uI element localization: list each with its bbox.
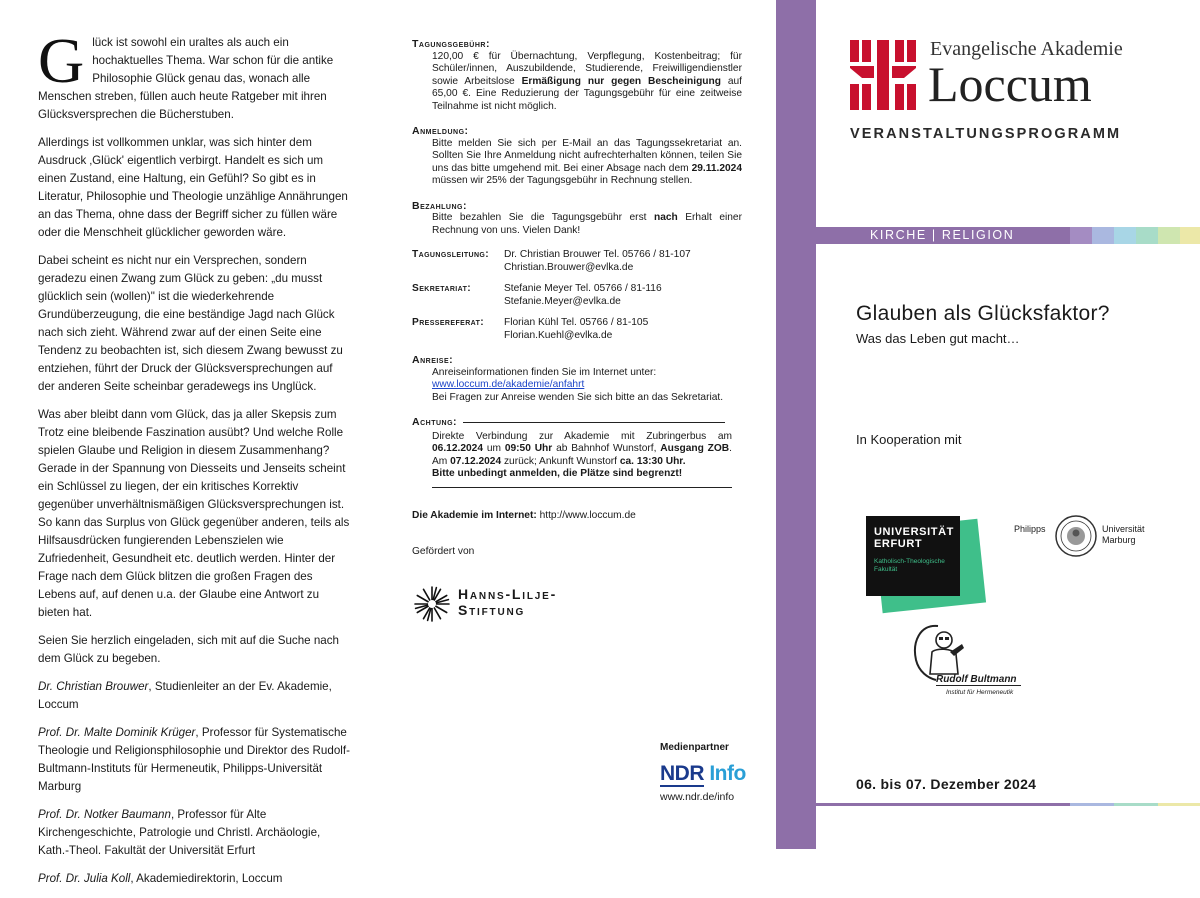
registration-heading: Anmeldung:: [412, 125, 469, 137]
info-logo-text: Info: [709, 762, 746, 785]
category-band: [816, 227, 1200, 244]
author-name: Prof. Dr. Julia Koll: [38, 872, 131, 885]
logo-subtitle: Evangelische Akademie: [930, 38, 1123, 60]
media-partner-label: Medienpartner: [660, 742, 729, 753]
author-role: , Studienleiter an der Ev. Akademie, Loccum: [38, 680, 332, 711]
contact-phone: Stefanie Meyer Tel. 05766 / 81-116: [504, 283, 662, 294]
author-role: , Professor für Systematische Theologie und Religionsphilosophie und Direktor des Rudolf-Bultmann-Instituts für Hermeneutik, Philipps-Universität Marburg: [38, 726, 350, 793]
arrival-link[interactable]: www.loccum.de/akademie/anfahrt: [432, 379, 585, 390]
contact-row-secretary: [412, 283, 742, 308]
intro-paragraph-3: Dabei scheint es nicht nur ein Versprechen, sondern geradezu einen Zwang zum Glück zu geben: „du musst glücklich sein (wollen)" ist die wiederkehrende Grundüberzeugung, die eine beständige Jagd nach Glück nach sich zieht. Während zwar auf der einen Seite eine Tendenz zu beobachten ist, sich diesem Zwang bewusst zu entziehen, führt der Druck der Glücksversprechungen auf der anderen Seite scheinbar geradewegs ins Unglück.: [38, 254, 343, 393]
payment-heading: Bezahlung:: [412, 199, 467, 212]
contact-label: Tagungsleitung:: [412, 249, 490, 260]
funded-by-label: Gefördert von: [412, 546, 475, 557]
website-url[interactable]: http://www.loccum.de: [536, 509, 636, 521]
fee-heading: Tagungsgebühr:: [412, 38, 490, 50]
contact-email[interactable]: Stefanie.Meyer@evlka.de: [504, 295, 621, 307]
contact-label: Pressereferat:: [412, 317, 485, 328]
bultmann-name: Rudolf Bultmann: [936, 674, 1021, 686]
logo-wordmark: Loccum: [928, 56, 1092, 112]
intro-paragraph-4: Was aber bleibt dann vom Glück, das ja aller Skepsis zum Trotz eine bleibende Faszination ausübt? Und welche Rolle spielen Glaube und Religion in diesem Zusammenhang? Gerade in der Spannung von Diesseits und Jenseits scheint ein Schlüssel zu liegen, der ein kritisches Korrektiv gegenüber unverhältnismäßigen Glücksversprechungen ist. So kann das Surplus von Glück gegenüber anderen, teils als Hilfsausdrücken fungierenden Lebenszielen wie Zufriedenheit, Gesundheit etc. deutlich werden. Hinter der Frage nach dem Glück blitzen die großen Fragen des Lebens auf, auf denen u.a. der Glaube eine Antwort zu bieten hat.: [38, 408, 350, 619]
divider: [463, 422, 725, 423]
erfurt-faculty-1: Katholisch-Theologische: [874, 558, 945, 565]
intro-paragraph-1: [38, 25, 350, 124]
purple-side-bar: [776, 0, 816, 849]
event-date: 06. bis 07. Dezember 2024: [856, 776, 1037, 792]
bultmann-institute-logo: [910, 622, 1040, 700]
arrival-heading: Anreise:: [412, 354, 454, 366]
intro-paragraph-5: Seien Sie herzlich eingeladen, sich mit auf die Suche nach dem Glück zu begeben.: [38, 634, 339, 665]
ndr-logo-text: NDR: [660, 762, 704, 785]
drop-cap: G: [38, 25, 85, 96]
contact-email[interactable]: Florian.Kuehl@evlka.de: [504, 329, 613, 341]
media-partner: [660, 742, 760, 803]
contact-phone: Dr. Christian Brouwer Tel. 05766 / 81-107: [504, 249, 691, 260]
intro-paragraph-2: Allerdings ist vollkommen unklar, was sich hinter dem Ausdruck ‚Glück' eigentlich verbirgt. Handelt es sich um einen Zustand, eine Haltung, ein Gefühl? So gibt es in Literatur, Philosophie und Theologie unzählige Annährungen an das Thema, ohne dass der Begriff sicher zu füllen wäre oder die Menschheit glücklicher geworden wäre.: [38, 136, 348, 239]
category-label: KIRCHE | RELIGION: [870, 228, 1015, 242]
erfurt-logo: [864, 512, 984, 610]
registration-text: Bitte melden Sie sich per E-Mail an das Tagungssekretariat an. Sollten Sie Ihre Anmeldung nicht aufrechterhalten können, teilen Sie uns das bitte umgehend mit. Bei einer Absage nach dem 29.11.2024 müssen wir 25% der Tagungsgebühr in Rechnung stellen.: [432, 137, 742, 186]
author-name: Prof. Dr. Malte Dominik Krüger: [38, 726, 196, 739]
author-name: Prof. Dr. Notker Baumann: [38, 808, 171, 821]
author-entry: [38, 806, 350, 860]
website-line: [412, 510, 742, 523]
ndr-url[interactable]: www.ndr.de/info: [660, 791, 735, 803]
intro-text-1: lück ist sowohl ein uraltes als auch ein hochaktuelles Thema. War schon für die antike Philosophie Glück genau das, wonach alle Menschen streben, füllen auch heute Ratgeber mit ihren Glücksversprechen die Bücherstuben.: [38, 36, 334, 121]
erfurt-faculty-2: Fakultät: [874, 566, 898, 573]
marburg-name-3: Marburg: [1102, 535, 1136, 545]
info-column: [412, 38, 742, 559]
ndr-info-logo: [660, 763, 760, 785]
program-label: VERANSTALTUNGSPROGRAMM: [850, 126, 1122, 142]
university-seal-icon: [1054, 514, 1098, 558]
sunburst-icon: [412, 584, 452, 624]
attention-heading-row: [412, 416, 742, 430]
loccum-emblem-icon: [850, 40, 916, 110]
marburg-name-1: Philipps: [1014, 524, 1046, 534]
event-title: Glauben als Glücksfaktor?: [856, 302, 1110, 325]
contact-row-lead: [412, 249, 742, 274]
author-entry: [38, 870, 350, 888]
marburg-name-2: Universität: [1102, 524, 1145, 534]
contact-email[interactable]: Christian.Brouwer@evlka.de: [504, 261, 634, 273]
author-name: Dr. Christian Brouwer: [38, 680, 149, 693]
erfurt-name-2: ERFURT: [874, 538, 923, 550]
contact-phone: Florian Kühl Tel. 05766 / 81-105: [504, 317, 649, 328]
author-entry: [38, 678, 350, 714]
attention-text: Direkte Verbindung zur Akademie mit Zubringerbus am 06.12.2024 um 09:50 Uhr ab Bahnhof Wunstorf, Ausgang ZOB. Am 07.12.2024 zurück; Ankunft Wunstorf ca. 13:30 Uhr. Bitte unbedingt anmelden, die Plätze sind begrenzt!: [432, 431, 732, 488]
hanns-name-2: Stiftung: [458, 602, 526, 618]
hanns-name-1: Hanns-Lilje-: [458, 586, 558, 602]
bottom-color-line: [816, 803, 1200, 806]
payment-text: Bitte bezahlen Sie die Tagungsgebühr erst nach Erhalt einer Rechnung von uns. Vielen Dank!: [432, 212, 742, 236]
marburg-logo: [1014, 514, 1154, 566]
attention-heading: Achtung:: [412, 416, 458, 428]
arrival-text: Anreiseinformationen finden Sie im Internet unter: www.loccum.de/akademie/anfahrt Bei Fragen zur Anreise wenden Sie sich bitte an das Sekretariat.: [432, 366, 724, 403]
event-subtitle: Was das Leben gut macht…: [856, 331, 1020, 346]
author-role: , Akademiedirektorin, Loccum: [130, 872, 283, 885]
website-label: Die Akademie im Internet:: [412, 509, 537, 521]
author-role: , Professor für Alte Kirchengeschichte, Patrologie und Christl. Archäologie, Kath.-Theol. Fakultät der Universität Erfurt: [38, 808, 321, 857]
fee-text: 120,00 € für Übernachtung, Verpflegung, Kostenbeitrag; für Schüler/innen, Auszubildende, Studierende, Freiwilligendienstler sowie Arbeitslose Ermäßigung nur gegen Bescheinigung auf 65,00 €. Eine Reduzierung der Tagungsgebühr für eine zeitweise Teilnahme ist nicht möglich.: [432, 50, 742, 112]
cooperation-label: In Kooperation mit: [856, 432, 962, 447]
author-entry: [38, 724, 350, 796]
akademie-loccum-logo: [850, 38, 1150, 118]
contact-label: Sekretariat:: [412, 283, 472, 294]
contact-row-press: [412, 317, 742, 342]
erfurt-name-1: UNIVERSITÄT: [874, 526, 954, 538]
hanns-lilje-logo: [412, 584, 612, 624]
intro-column: [38, 25, 350, 898]
bultmann-institute: Institut für Hermeneutik: [946, 689, 1014, 696]
